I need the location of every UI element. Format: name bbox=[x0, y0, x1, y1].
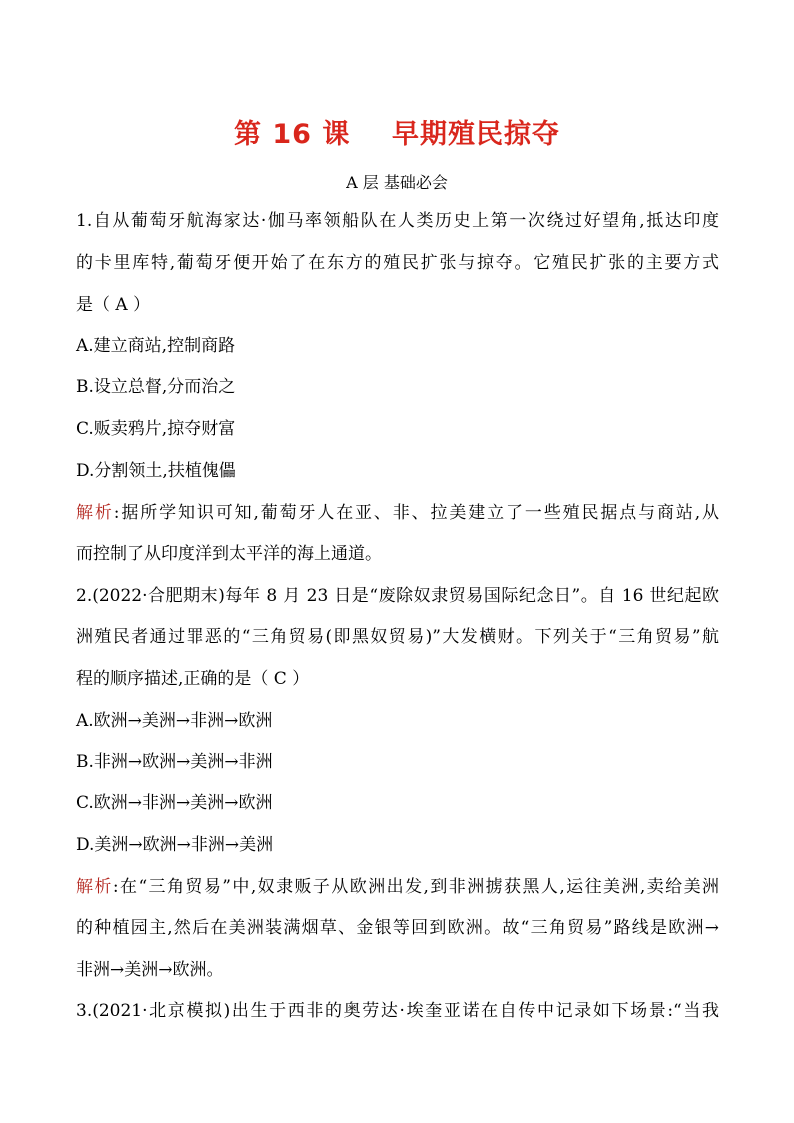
q2-stem-line: 洲殖民者通过罪恶的“三角贸易(即黑奴贸易)”大发横财。下列关于“三角贸易”航 bbox=[76, 627, 719, 647]
q2-analysis-text: :在“三角贸易”中,奴隶贩子从欧洲出发,到非洲掳获黑人,运往美洲,卖给美洲 bbox=[112, 877, 719, 897]
q2-option-c: C.欧洲→非洲→美洲→欧洲 bbox=[76, 793, 273, 813]
q2-analysis-line bbox=[76, 876, 719, 898]
page-title: 第 16 课 早期殖民掠夺 bbox=[234, 119, 560, 150]
q1-analysis-line bbox=[76, 502, 719, 524]
section-heading: A 层 基础必会 bbox=[346, 173, 448, 192]
q1-stem-line: 的卡里库特,葡萄牙便开始了在东方的殖民扩张与掠夺。它殖民扩张的主要方式 bbox=[76, 253, 719, 273]
q2-stem-line: 程的顺序描述,正确的是（ C ） bbox=[76, 669, 310, 689]
q2-analysis-line: 非洲→美洲→欧洲。 bbox=[76, 960, 224, 980]
q1-option-d: D.分割领土,扶植傀儡 bbox=[76, 461, 236, 481]
q2-option-a: A.欧洲→美洲→非洲→欧洲 bbox=[76, 711, 273, 731]
q2-option-b: B.非洲→欧洲→美洲→非洲 bbox=[76, 752, 273, 772]
q2-analysis-label: 解析 bbox=[76, 877, 113, 897]
q1-stem-line: 是（ A ） bbox=[76, 295, 151, 315]
q1-stem-line: 1.自从葡萄牙航海家达·伽马率领船队在人类历史上第一次绕过好望角,抵达印度 bbox=[76, 211, 719, 231]
q2-stem-line: 2.(2022·合肥期末)每年 8 月 23 日是“废除奴隶贸易国际纪念日”。自 16 世纪起欧 bbox=[76, 586, 719, 606]
q1-analysis-line: 而控制了从印度洋到太平洋的海上通道。 bbox=[76, 544, 382, 564]
q2-option-d: D.美洲→欧洲→非洲→美洲 bbox=[76, 835, 274, 855]
q1-option-c: C.贩卖鸦片,掠夺财富 bbox=[76, 419, 236, 439]
q2-analysis-line: 的种植园主,然后在美洲装满烟草、金银等回到欧洲。故“三角贸易”路线是欧洲→ bbox=[76, 918, 719, 938]
q1-option-a: A.建立商站,控制商路 bbox=[76, 336, 236, 356]
q3-stem-line: 3.(2021·北京模拟)出生于西非的奥劳达·埃奎亚诺在自传中记录如下场景:“当我 bbox=[76, 1001, 719, 1021]
q1-analysis-label: 解析 bbox=[76, 503, 114, 523]
q1-option-b: B.设立总督,分而治之 bbox=[76, 377, 236, 397]
q1-analysis-text: :据所学知识可知,葡萄牙人在亚、非、拉美建立了一些殖民据点与商站,从 bbox=[113, 503, 719, 523]
